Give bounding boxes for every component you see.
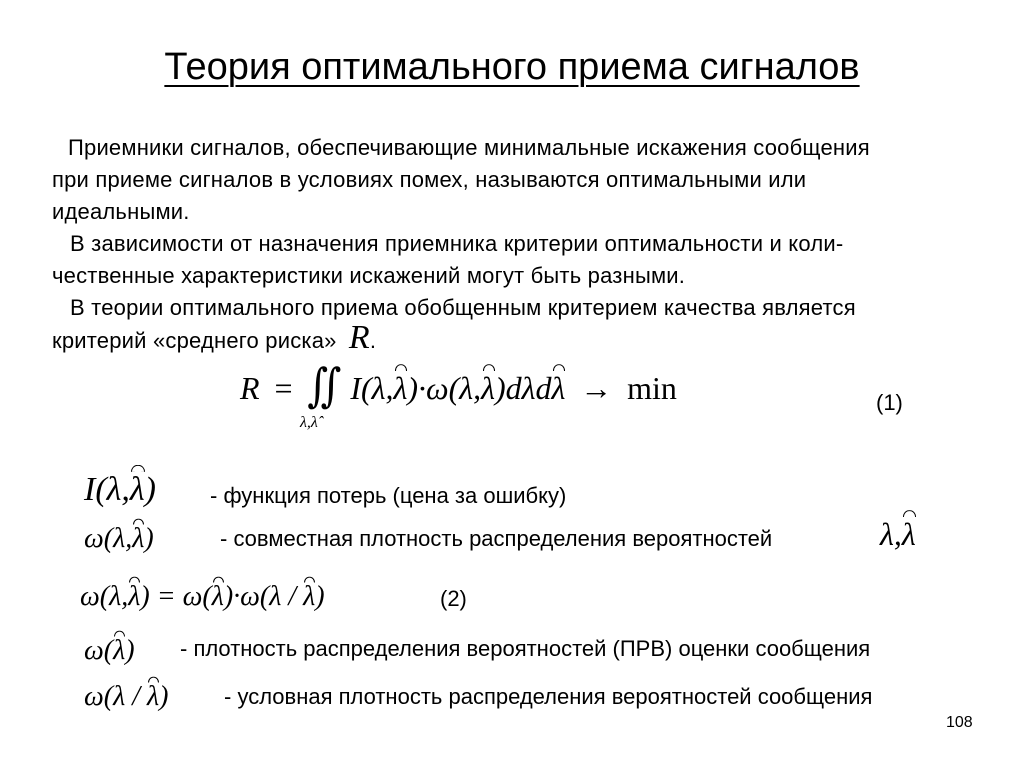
equation-2-number: (2): [440, 586, 467, 611]
slide-title: [0, 44, 1024, 90]
para3-line2: [52, 319, 377, 357]
page-number: 108: [946, 714, 973, 731]
eq1-body-3: )dλd: [494, 370, 552, 406]
loss-function-description: - функция потерь (цена за ошибку): [210, 483, 567, 508]
equation-1-number: (1): [876, 390, 903, 415]
lambda-hat: λ: [901, 516, 916, 552]
estimate-prefix: ω(: [84, 635, 114, 666]
lambda-hat: λ: [147, 681, 160, 712]
para1-line3: идеальными.: [52, 199, 190, 224]
conditional-density-formula: [84, 680, 168, 713]
equation-1: [240, 359, 677, 412]
close-paren: ): [144, 471, 156, 508]
estimate-density-formula: [84, 634, 135, 667]
joint-density-description: - совместная плотность распределения вероятностей: [220, 526, 773, 551]
para2-line2: чественные характеристики искажений могут быть разными.: [52, 263, 686, 288]
para1-line1: Приемники сигналов, обеспечивающие минимальные искажения сообщения: [68, 135, 870, 160]
arrow-right-icon: →: [580, 370, 613, 406]
eq2-a: ω(λ,: [80, 581, 129, 612]
joint-prefix: ω(λ,: [84, 523, 133, 554]
slide-title-text: Теория оптимального приема сигналов: [164, 46, 860, 88]
lambda-hat: λ: [211, 581, 224, 612]
lambda-hat: λ: [132, 523, 145, 554]
lambda-hat: λ: [128, 581, 141, 612]
para1-line2: при приеме сигналов в условиях помех, называются оптимальными или: [52, 167, 807, 192]
equation-2: [80, 580, 325, 613]
eq1-body-1: I(λ,: [350, 370, 394, 406]
risk-symbol: R: [348, 319, 370, 356]
close-paren: ): [125, 635, 135, 666]
eq2-b: ) = ω(: [140, 581, 212, 612]
eq1-equals: =: [274, 370, 293, 406]
lambda-hat: λ: [393, 370, 408, 406]
close-paren: ): [144, 523, 154, 554]
lambda-hat: λ: [113, 635, 126, 666]
lambda-hat: λ: [129, 471, 145, 508]
para3-line1: В теории оптимального приема обобщенным критерием качества является: [70, 295, 856, 320]
joint-density-formula: [84, 522, 154, 555]
conditional-density-description: - условная плотность распределения вероятностей сообщения: [224, 684, 873, 709]
eq2-c: )·ω(λ /: [223, 581, 304, 612]
close-paren: ): [315, 581, 325, 612]
lambda-hat: λ: [551, 370, 566, 406]
eq1-min: min: [627, 370, 677, 406]
para3-period: .: [369, 328, 377, 353]
lambda-pair: [880, 516, 916, 553]
lambda-hat: λ: [481, 370, 495, 406]
para3-line2-text: критерий «среднего риска»: [52, 328, 337, 353]
close-paren: ): [159, 681, 169, 712]
loss-function-formula: [84, 470, 156, 509]
double-integral-icon: ∬: [307, 359, 342, 412]
lambda-hat: λ: [303, 581, 316, 612]
loss-fn-prefix: I(λ,: [84, 471, 130, 508]
integral-subscript: λ,λ̂: [300, 414, 318, 431]
eq1-body-2: )·ω(λ,: [407, 370, 482, 406]
pair-prefix: λ,: [880, 516, 902, 552]
eq1-lhs: R: [240, 370, 260, 406]
para2-line1: В зависимости от назначения приемника критерии оптимальности и коли-: [70, 231, 844, 256]
estimate-density-description: - плотность распределения вероятностей (ПРВ) оценки сообщения: [180, 636, 871, 661]
conditional-prefix: ω(λ /: [84, 681, 147, 712]
